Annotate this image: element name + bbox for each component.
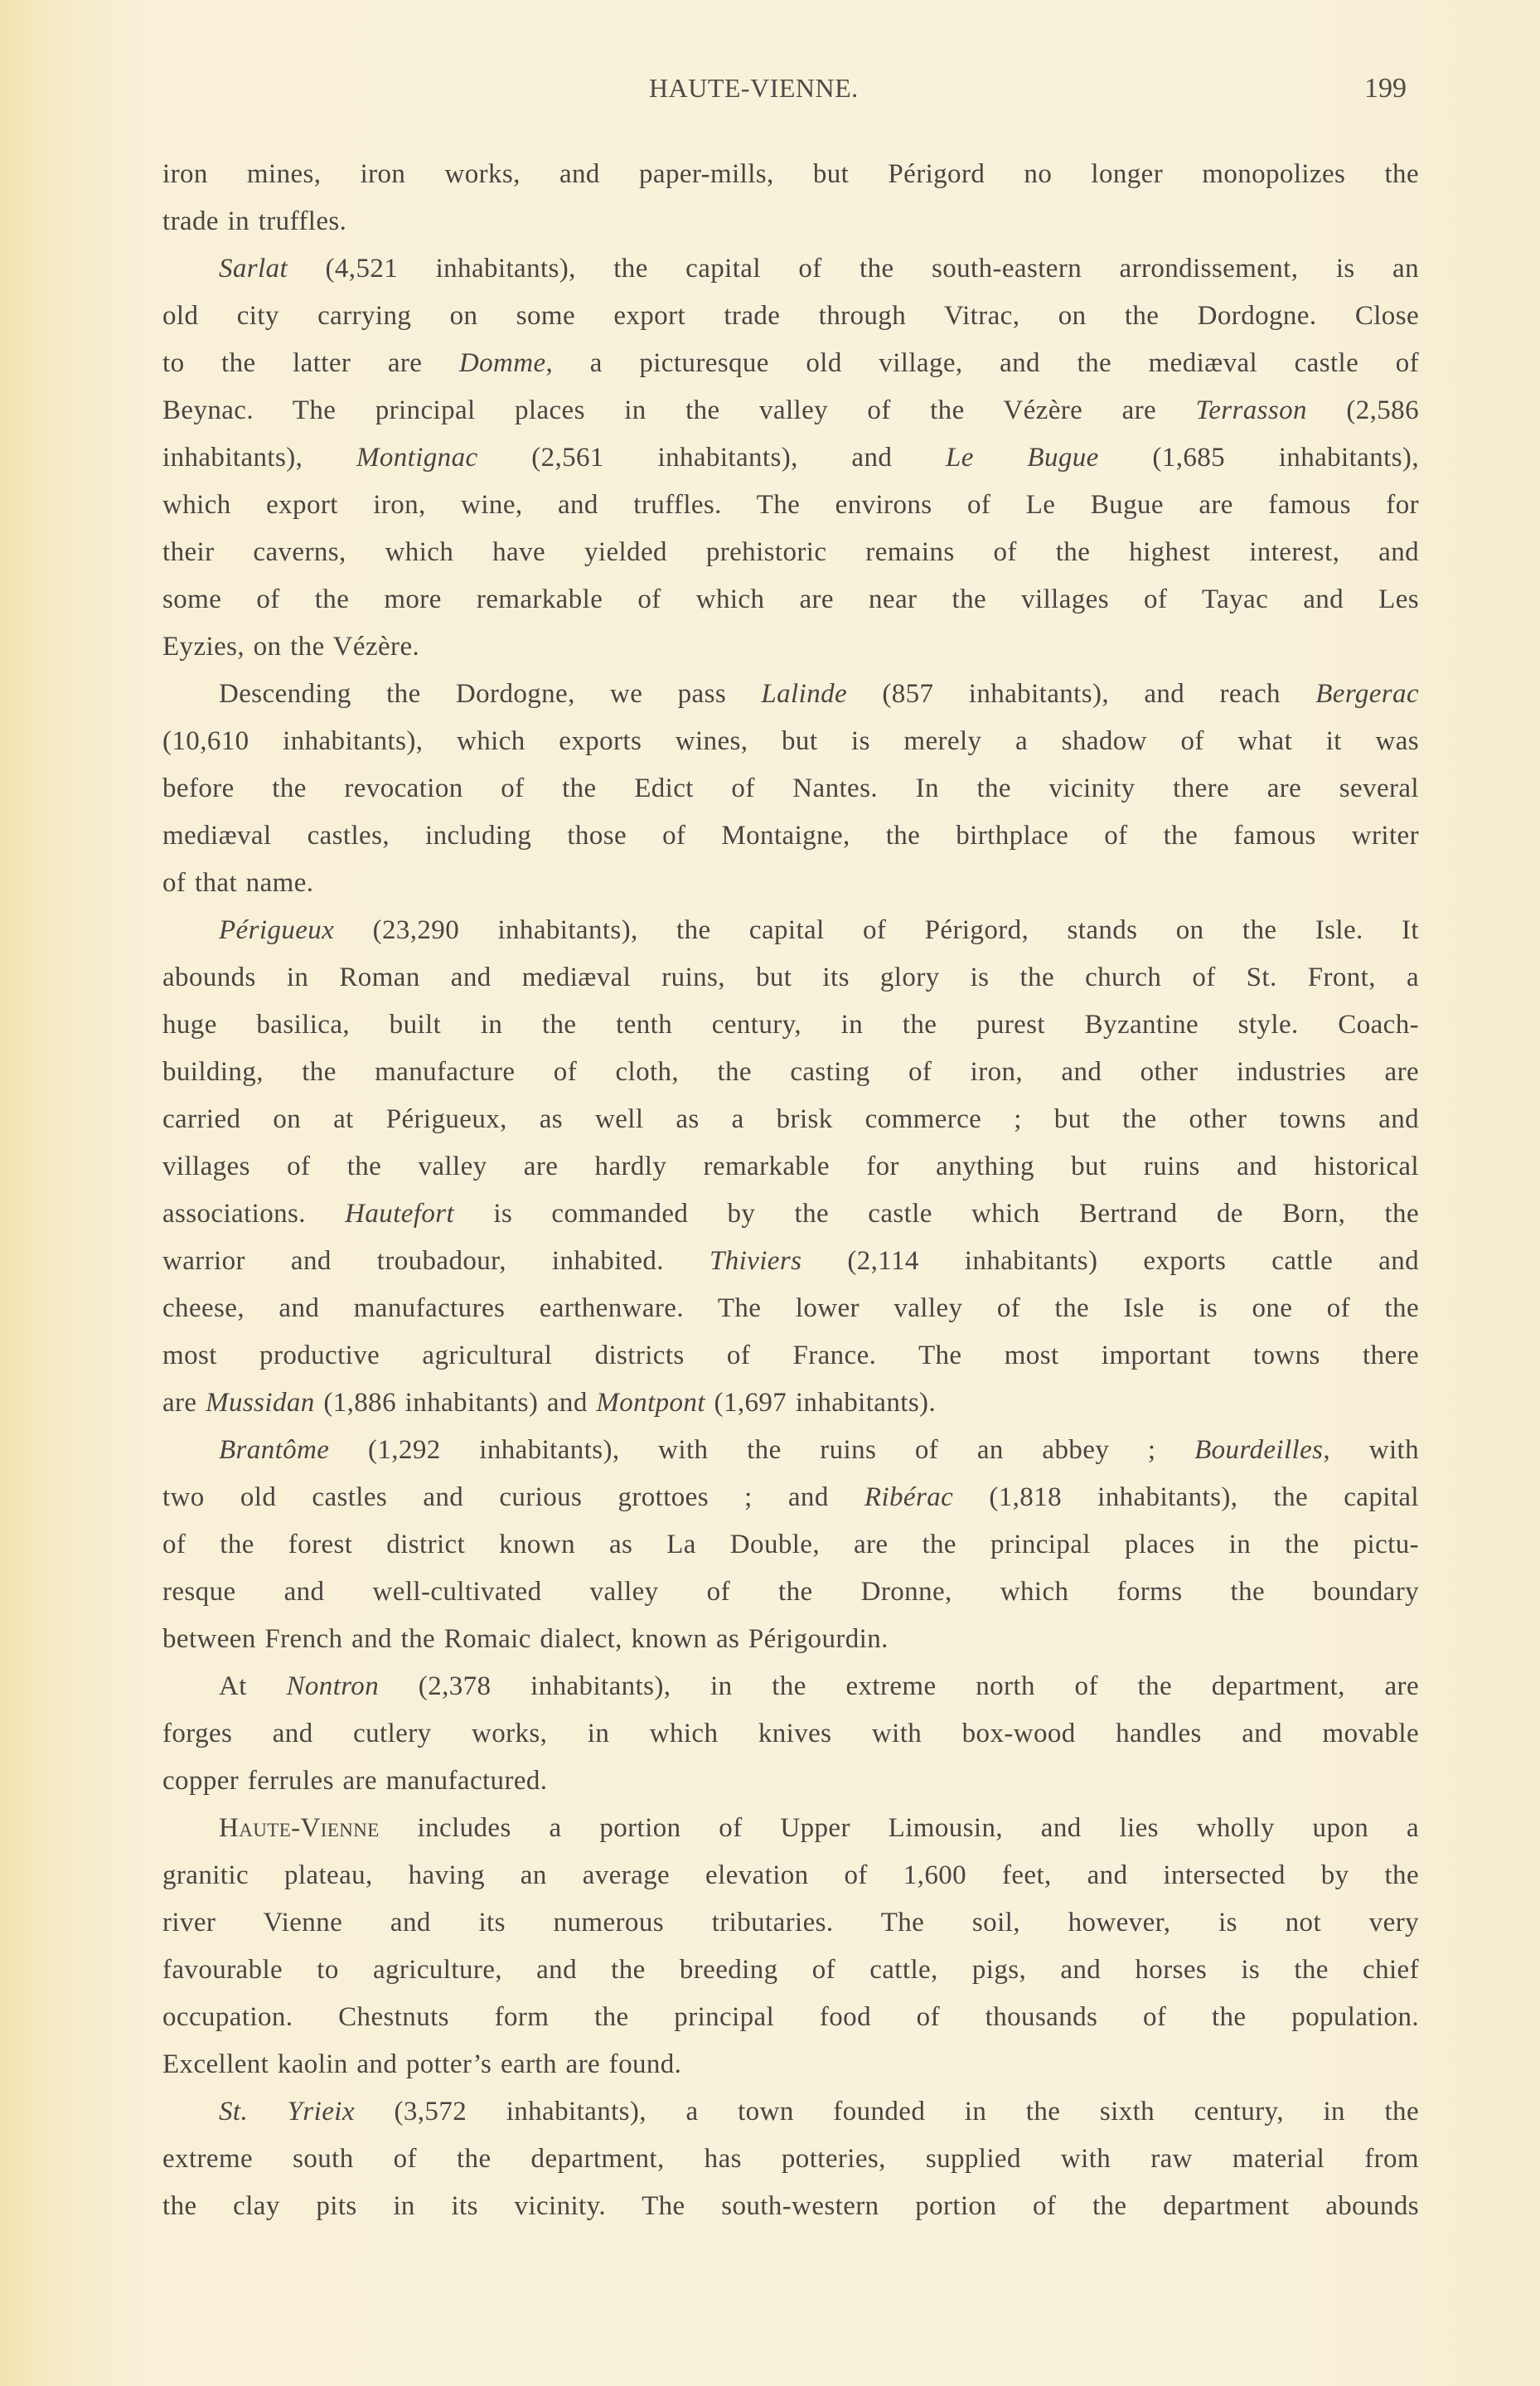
text-segment: before the revocation of the Edict of Nantes. In the vicinity there are several: [162, 774, 1419, 803]
text-line: [162, 387, 1419, 434]
text-segment: , with: [1323, 1435, 1419, 1465]
text-line: [162, 1758, 1419, 1805]
text-line: [162, 1852, 1419, 1899]
text-line: [162, 198, 1419, 245]
running-title: HAUTE-VIENNE.: [649, 73, 859, 103]
text-segment: between French and the Romaic dialect, known as Périgourdin.: [162, 1624, 889, 1654]
place-name: Ribérac: [864, 1482, 954, 1512]
text-segment: includes a portion of Upper Limousin, and lies wholly upon a: [379, 1813, 1419, 1843]
text-segment: Beynac. The principal places in the valley of the Vézère are: [162, 395, 1196, 425]
place-name: Lalinde: [761, 679, 848, 709]
text-line: [162, 623, 1419, 671]
text-line: [162, 718, 1419, 765]
text-line: [162, 1569, 1419, 1616]
text-line: [162, 1096, 1419, 1143]
text-line: [162, 860, 1419, 907]
text-line: [162, 482, 1419, 529]
text-line: [162, 340, 1419, 387]
text-line: [162, 1521, 1419, 1569]
text-line: [162, 1899, 1419, 1947]
department-name: Haute-Vienne: [219, 1813, 380, 1843]
text-segment: of that name.: [162, 868, 314, 898]
text-segment: mediæval castles, including those of Montaigne, the birthplace of the famous writer: [162, 821, 1419, 851]
running-head: [0, 73, 1540, 114]
text-segment: (23,290 inhabitants), the capital of Périgord, stands on the Isle. It: [334, 915, 1419, 945]
place-name: Sarlat: [219, 254, 288, 284]
text-segment: which export iron, wine, and truffles. The environs of Le Bugue are famous for: [162, 490, 1419, 520]
text-line: [162, 1710, 1419, 1758]
text-line: [162, 907, 1419, 954]
text-line: [162, 1380, 1419, 1427]
text-segment: granitic plateau, having an average elevation of 1,600 feet, and intersected by the: [162, 1860, 1419, 1890]
text-segment: occupation. Chestnuts form the principal food of thousands of the population.: [162, 2002, 1419, 2032]
text-line: [162, 1001, 1419, 1049]
text-segment: (2,378 inhabitants), in the extreme north of the department, are: [379, 1671, 1419, 1701]
text-line: [162, 529, 1419, 576]
text-line: [162, 1285, 1419, 1332]
text-segment: (1,697 inhabitants).: [705, 1388, 937, 1418]
text-segment: warrior and troubadour, inhabited.: [162, 1246, 709, 1276]
text-line: [162, 1616, 1419, 1663]
text-segment: their caverns, which have yielded prehistoric remains of the highest interest, and: [162, 537, 1419, 567]
text-segment: At: [219, 1671, 287, 1701]
body-text: [162, 151, 1419, 2230]
text-segment: (2,114 inhabitants) exports cattle and: [801, 1246, 1419, 1276]
text-segment: the clay pits in its vicinity. The south-western portion of the department abounds: [162, 2191, 1419, 2221]
text-segment: is commanded by the castle which Bertrand de Born, the: [454, 1199, 1419, 1229]
text-line: [162, 812, 1419, 860]
place-name: Thiviers: [709, 1246, 802, 1276]
place-name: Bergerac: [1315, 679, 1419, 709]
text-segment: , a picturesque old village, and the mediæval castle of: [545, 348, 1419, 378]
text-segment: of the forest district known as La Double, are the principal places in the pictu-: [162, 1530, 1419, 1559]
text-line: [162, 1143, 1419, 1191]
text-segment: inhabitants),: [162, 443, 356, 473]
place-name: Hautefort: [345, 1199, 455, 1229]
text-segment: two old castles and curious grottoes ; and: [162, 1482, 864, 1512]
place-name: Mussidan: [206, 1388, 315, 1418]
text-line: [162, 245, 1419, 293]
text-segment: (857 inhabitants), and reach: [847, 679, 1316, 709]
place-name: St. Yrieix: [219, 2097, 355, 2127]
text-segment: extreme south of the department, has potteries, supplied with raw material from: [162, 2144, 1419, 2174]
text-line: [162, 2088, 1419, 2136]
place-name: Montpont: [596, 1388, 705, 1418]
place-name: Périgueux: [219, 915, 335, 945]
text-line: [162, 293, 1419, 340]
text-segment: (10,610 inhabitants), which exports wines, but is merely a shadow of what it was: [162, 726, 1419, 756]
text-line: [162, 1332, 1419, 1380]
text-line: [162, 1994, 1419, 2041]
text-line: [162, 671, 1419, 718]
text-line: [162, 151, 1419, 198]
text-segment: resque and well-cultivated valley of the Dronne, which forms the boundary: [162, 1577, 1419, 1607]
text-segment: (1,685 inhabitants),: [1098, 443, 1419, 473]
text-line: [162, 576, 1419, 623]
place-name: Terrasson: [1195, 395, 1307, 425]
text-line: [162, 434, 1419, 482]
text-segment: river Vienne and its numerous tributaries. The soil, however, is not very: [162, 1908, 1419, 1937]
text-line: [162, 1474, 1419, 1521]
text-segment: (1,292 inhabitants), with the ruins of an abbey ;: [329, 1435, 1195, 1465]
text-segment: abounds in Roman and mediæval ruins, but its glory is the church of St. Front, a: [162, 963, 1419, 992]
text-segment: most productive agricultural districts of France. The most important towns there: [162, 1341, 1419, 1370]
text-segment: forges and cutlery works, in which knives with box-wood handles and movable: [162, 1719, 1419, 1748]
text-segment: huge basilica, built in the tenth century, in the purest Byzantine style. Coach-: [162, 1010, 1419, 1040]
page-number: 199: [1364, 73, 1407, 104]
text-segment: some of the more remarkable of which are near the villages of Tayac and Les: [162, 584, 1419, 614]
text-segment: (1,886 inhabitants) and: [314, 1388, 597, 1418]
text-line: [162, 1427, 1419, 1474]
place-name: Brantôme: [219, 1435, 330, 1465]
text-segment: building, the manufacture of cloth, the casting of iron, and other industries are: [162, 1057, 1419, 1087]
text-segment: Descending the Dordogne, we pass: [219, 679, 762, 709]
text-line: [162, 765, 1419, 812]
text-line: [162, 1191, 1419, 1238]
text-segment: (2,586: [1306, 395, 1419, 425]
text-line: [162, 2136, 1419, 2183]
text-segment: (1,818 inhabitants), the capital: [953, 1482, 1419, 1512]
text-segment: old city carrying on some export trade through Vitrac, on the Dordogne. Close: [162, 301, 1419, 331]
text-segment: favourable to agriculture, and the breeding of cattle, pigs, and horses is the chief: [162, 1955, 1419, 1985]
text-segment: associations.: [162, 1199, 346, 1229]
text-segment: (2,561 inhabitants), and: [477, 443, 946, 473]
text-segment: (3,572 inhabitants), a town founded in the sixth century, in the: [354, 2097, 1420, 2127]
place-name: Bourdeilles: [1194, 1435, 1324, 1465]
text-segment: carried on at Périgueux, as well as a brisk commerce ; but the other towns and: [162, 1104, 1419, 1134]
text-segment: villages of the valley are hardly remarkable for anything but ruins and historical: [162, 1152, 1419, 1181]
text-line: [162, 1049, 1419, 1096]
place-name: Domme: [458, 348, 546, 378]
text-line: [162, 1238, 1419, 1285]
place-name: Nontron: [286, 1671, 380, 1701]
text-segment: to the latter are: [162, 348, 459, 378]
text-line: [162, 954, 1419, 1001]
text-line: [162, 1947, 1419, 1994]
text-segment: Eyzies, on the Vézère.: [162, 632, 420, 662]
place-name: Montignac: [356, 443, 478, 473]
text-segment: cheese, and manufactures earthenware. The lower valley of the Isle is one of the: [162, 1293, 1419, 1323]
text-line: [162, 2183, 1419, 2230]
text-line: [162, 1663, 1419, 1710]
text-line: [162, 2041, 1419, 2088]
text-segment: (4,521 inhabitants), the capital of the south-eastern arrondissement, is an: [288, 254, 1419, 284]
place-name: Le Bugue: [945, 443, 1099, 473]
text-segment: are: [162, 1388, 206, 1418]
text-segment: trade in truffles.: [162, 206, 347, 236]
text-segment: copper ferrules are manufactured.: [162, 1766, 548, 1796]
text-line: [162, 1805, 1419, 1852]
text-segment: Excellent kaolin and potter’s earth are found.: [162, 2049, 682, 2079]
text-segment: iron mines, iron works, and paper-mills, but Périgord no longer monopolizes the: [162, 159, 1419, 189]
